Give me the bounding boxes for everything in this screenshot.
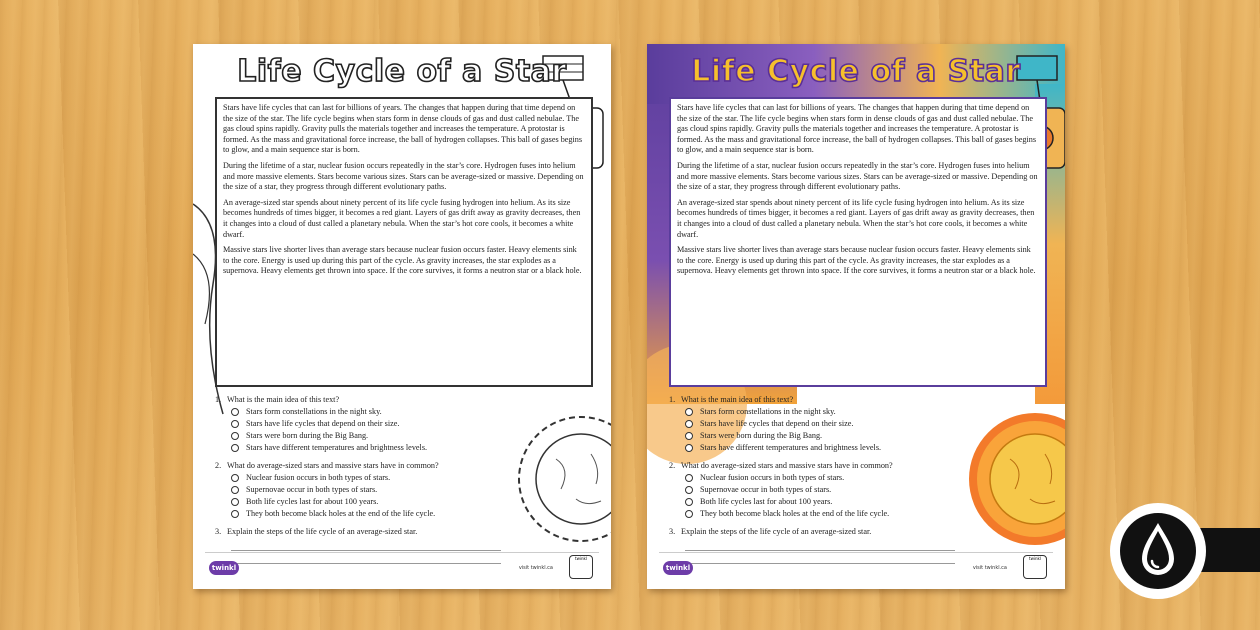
question-1 xyxy=(215,394,495,454)
ink-drop-icon xyxy=(1110,503,1206,599)
footer-badge: twinkl xyxy=(1023,555,1047,579)
paragraph: An average-sized star spends about ninety percent of its life cycle fusing hydrogen into helium. As its size becomes hundreds of times bigger, it becomes a red giant. Layers of gas drift away as gravity decreases, then it changes into a cloud of dust called a planetary nebula. When the star’s hot core cools, it becomes a white dwarf. xyxy=(677,197,1035,239)
question-2 xyxy=(215,460,495,520)
question-3 xyxy=(669,526,949,564)
option-label: Stars have life cycles that depend on their size. xyxy=(700,419,854,428)
answer-line[interactable] xyxy=(685,542,955,551)
questions-section xyxy=(215,394,495,570)
footer-badge: twinkl xyxy=(569,555,593,579)
worksheet-black-white xyxy=(193,44,611,589)
option-label: Nuclear fusion occurs in both types of stars. xyxy=(246,473,391,482)
radio-icon[interactable] xyxy=(231,474,239,482)
answer-option[interactable] xyxy=(669,442,949,454)
answer-option[interactable] xyxy=(669,418,949,430)
paragraph: Massive stars live shorter lives than average stars because nuclear fusion occurs faster. Heavy elements sink to the core. Energy is used up during this part of the cycle. As gravity increases, the star explodes as a supernova. Heavy elements get thrown into space. If the core survives, it forms a neutron star or a black hole. xyxy=(677,245,1036,276)
question-text: What do average-sized stars and massive stars have in common? xyxy=(681,461,893,470)
footer-divider xyxy=(205,552,599,553)
question-2 xyxy=(669,460,949,520)
question-number: 3. xyxy=(669,527,676,536)
questions-section xyxy=(669,394,949,570)
question-text: What is the main idea of this text? xyxy=(227,395,340,404)
answer-option[interactable] xyxy=(215,418,495,430)
radio-icon[interactable] xyxy=(685,510,693,518)
question-text: Explain the steps of the life cycle of an average-sized star. xyxy=(681,527,872,536)
option-label: Both life cycles last for about 100 years. xyxy=(246,497,379,506)
paragraph: Stars have life cycles that can last for billions of years. The changes that happen during that time depend on the size of the star. The life cycle begins when stars form in dense clouds of gas and dust called nebulae. The gas cloud spins rapidly. Gravity pulls the materials together and increases the temperature. A protostar is formed. As the mass and gravitational force increase, the ball of hydrogen collapses. This ball of gases begins to glow, and a main sequence star is born. xyxy=(677,103,1037,155)
worksheet-title: Life Cycle of a Star xyxy=(691,54,1021,89)
option-label: Stars were born during the Big Bang. xyxy=(700,431,823,440)
reading-passage xyxy=(669,97,1047,387)
radio-icon[interactable] xyxy=(685,432,693,440)
radio-icon[interactable] xyxy=(685,486,693,494)
radio-icon[interactable] xyxy=(231,420,239,428)
answer-option[interactable] xyxy=(669,508,949,520)
answer-option[interactable] xyxy=(669,406,949,418)
radio-icon[interactable] xyxy=(231,444,239,452)
radio-icon[interactable] xyxy=(685,444,693,452)
option-label: They both become black holes at the end of the life cycle. xyxy=(246,509,436,518)
question-3 xyxy=(215,526,495,564)
ink-drop-icon xyxy=(1110,503,1206,599)
sun-illustration xyxy=(935,389,1065,559)
question-number: 1. xyxy=(215,395,222,404)
sun-illustration xyxy=(481,389,611,559)
answer-option[interactable] xyxy=(669,496,949,508)
paragraph: During the lifetime of a star, nuclear fusion occurs repeatedly in the star’s core. Hydrogen fuses into helium and more massive elements. Stars become various sizes. Stars can be average-sized or massive. Depending on the size of a star, they progress through different evolutionary paths. xyxy=(677,160,1038,192)
question-number: 2. xyxy=(215,461,222,470)
option-label: Stars have different temperatures and brightness levels. xyxy=(700,443,882,452)
answer-line[interactable] xyxy=(231,555,501,564)
answer-option[interactable] xyxy=(215,406,495,418)
option-label: Stars form constellations in the night sky. xyxy=(246,407,382,416)
twinkl-logo: twinkl xyxy=(663,561,693,575)
question-number: 1. xyxy=(669,395,676,404)
option-label: Stars have life cycles that depend on their size. xyxy=(246,419,400,428)
paragraph: Massive stars live shorter lives than average stars because nuclear fusion occurs faster. Heavy elements sink to the core. Energy is used up during this part of the cycle. As gravity increases, the star explodes as a supernova. Heavy elements get thrown into space. If the core survives, it forms a neutron star or a black hole. xyxy=(223,245,582,276)
option-label: Stars have different temperatures and brightness levels. xyxy=(246,443,428,452)
footer-url: visit twinkl.ca xyxy=(972,565,1007,571)
answer-option[interactable] xyxy=(215,484,495,496)
answer-option[interactable] xyxy=(669,472,949,484)
radio-icon[interactable] xyxy=(231,486,239,494)
footer-divider xyxy=(659,552,1053,553)
answer-option[interactable] xyxy=(215,442,495,454)
option-label: Both life cycles last for about 100 years. xyxy=(700,497,833,506)
twinkl-logo: twinkl xyxy=(209,561,239,575)
answer-option[interactable] xyxy=(215,508,495,520)
radio-icon[interactable] xyxy=(231,408,239,416)
question-text: What do average-sized stars and massive stars have in common? xyxy=(227,461,439,470)
worksheet-color xyxy=(647,44,1065,589)
radio-icon[interactable] xyxy=(685,420,693,428)
answer-option[interactable] xyxy=(669,430,949,442)
worksheet-title: Life Cycle of a Star xyxy=(237,54,567,89)
answer-option[interactable] xyxy=(215,430,495,442)
question-1 xyxy=(669,394,949,454)
option-label: Supernovae occur in both types of stars. xyxy=(246,485,378,494)
answer-option[interactable] xyxy=(215,472,495,484)
option-label: Stars were born during the Big Bang. xyxy=(246,431,369,440)
paragraph: Stars have life cycles that can last for billions of years. The changes that happen during that time depend on the size of the star. The life cycle begins when stars form in dense clouds of gas and dust called nebulae. The gas cloud spins rapidly. Gravity pulls the materials together and increases the temperature. A protostar is formed. As the mass and gravitational force increase, the ball of hydrogen collapses. This ball of gases begins to glow, and a main sequence star is born. xyxy=(223,103,583,155)
paragraph: An average-sized star spends about ninety percent of its life cycle fusing hydrogen into helium. As its size becomes hundreds of times bigger, it becomes a red giant. Layers of gas drift away as gravity decreases, then it changes into a cloud of dust called a planetary nebula. When the star’s hot core cools, it becomes a white dwarf. xyxy=(223,197,581,239)
radio-icon[interactable] xyxy=(231,498,239,506)
answer-option[interactable] xyxy=(669,484,949,496)
option-label: Stars form constellations in the night sky. xyxy=(700,407,836,416)
question-text: Explain the steps of the life cycle of an average-sized star. xyxy=(227,527,418,536)
radio-icon[interactable] xyxy=(231,510,239,518)
paragraph: During the lifetime of a star, nuclear fusion occurs repeatedly in the star’s core. Hydrogen fuses into helium and more massive elements. Stars become various sizes. Stars can be average-sized or massive. Depending on the size of a star, they progress through different evolutionary paths. xyxy=(223,160,584,192)
answer-line[interactable] xyxy=(685,555,955,564)
answer-option[interactable] xyxy=(215,496,495,508)
footer-url: visit twinkl.ca xyxy=(518,565,553,571)
radio-icon[interactable] xyxy=(685,408,693,416)
question-number: 2. xyxy=(669,461,676,470)
option-label: Nuclear fusion occurs in both types of stars. xyxy=(700,473,845,482)
answer-line[interactable] xyxy=(231,542,501,551)
option-label: They both become black holes at the end of the life cycle. xyxy=(700,509,890,518)
reading-passage xyxy=(215,97,593,387)
radio-icon[interactable] xyxy=(685,474,693,482)
radio-icon[interactable] xyxy=(231,432,239,440)
radio-icon[interactable] xyxy=(685,498,693,506)
question-number: 3. xyxy=(215,527,222,536)
option-label: Supernovae occur in both types of stars. xyxy=(700,485,832,494)
question-text: What is the main idea of this text? xyxy=(681,395,794,404)
